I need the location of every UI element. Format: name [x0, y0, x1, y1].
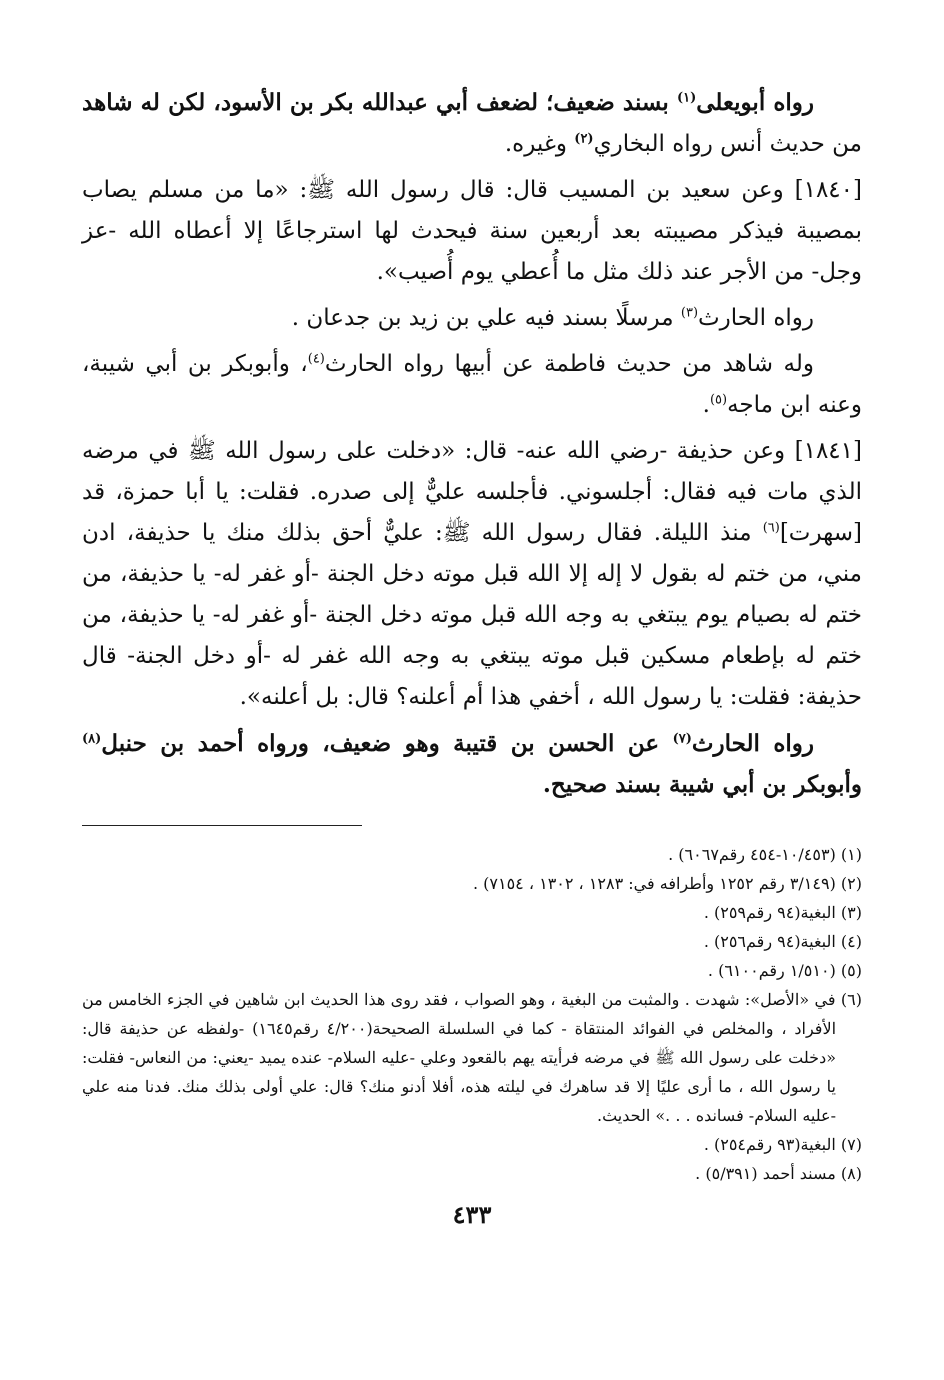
footnote-ref: (٤): [307, 351, 325, 367]
paragraph-text: رواه الحارث: [691, 730, 814, 757]
paragraph-text: بسند ضعيف؛ لضعف أبي عبدالله بكر بن الأسود، لكن له شاهد: [82, 89, 677, 116]
paragraph-text: وأبوبكر بن أبي شيبة بسند صحيح.: [542, 771, 862, 798]
paragraph-text: وله شاهد من حديث فاطمة عن أبيها رواه الحارث: [324, 351, 814, 377]
footnote-ref: (٨): [82, 731, 102, 747]
paragraph-p1: [82, 82, 862, 165]
paragraph-text: عن الحسن بن قتيبة وهو ضعيف، ورواه أحمد بن حنبل: [101, 730, 673, 757]
paragraph-text: رواه الحارث: [698, 305, 814, 331]
footnote-ref: (٥): [709, 392, 728, 408]
body-text: [82, 82, 862, 805]
document-page: [82, 82, 862, 1342]
page-number: ٤٣٣: [452, 1200, 492, 1229]
paragraph-text: .: [702, 392, 710, 418]
footnote-item: (٢) (٣/١٤٩ رقم ١٢٥٢ وأطرافه في: ١٢٨٣ ، ١٣٠٢ ، ٧١٥٤) .: [472, 874, 862, 893]
paragraph-text: [١٨٤١] وعن حذيفة -رضي الله عنه- قال: «دخلت على رسول الله ﷺ في مرضه الذي مات فيه فقال: أجلسوني. فأجلسه عليٌّ إلى صدره. فقلت: يا أبا حمزة، قد [سهرت]: [82, 438, 862, 546]
footnote-ref: (١): [676, 90, 697, 106]
footnote-ref: (٧): [672, 731, 692, 747]
footnote-item: (٣) البغية(٩٤ رقم٢٥٩) .: [703, 903, 862, 922]
paragraph-text: وغيره.: [504, 131, 575, 157]
footnote-item: (٨) مسند أحمد (٥/٣٩١) .: [695, 1164, 862, 1183]
footnote-item: (٧) البغية(٩٣ رقم٢٥٤) .: [703, 1135, 862, 1154]
paragraph-p6: [82, 723, 862, 805]
footnote-item: (٥) (١/٥١٠ رقم٦١٠٠) .: [707, 961, 862, 980]
paragraph-text: ، وأبوبكر بن أبي شيبة، وعنه ابن ماجه: [82, 351, 862, 418]
footnote-item: (٤) البغية(٩٤ رقم٢٥٦) .: [703, 932, 862, 951]
footnote-item: (١) (١٠/٤٥٣-٤٥٤ رقم٦٠٦٧) .: [668, 845, 862, 864]
footnote-ref: (٢): [574, 131, 594, 147]
paragraph-text: رواه أبويعلى: [696, 89, 814, 116]
footnote-ref: (٦): [762, 520, 780, 536]
footnote-item: (٦) في «الأصل»: شهدت . والمثبت من البغية ، وهو الصواب ، فقد روى هذا الحديث ابن شاهين في الجزء الخامس من الأفراد ، والمخلص في الفوائد المنتقاة - كما في السلسلة الصحيحة(٤/٢٠٠ رقم١٦٤٥) -ولفظه عن حذيفة قال: «دخلت على رسول الله ﷺ في مرضه فرأيته يهم بالقعود وعلي -عليه السلام- عنده يميد -يعني: من النعاس- فقلت: يا رسول الله ، ما أرى عليًا إلا قد ساهرك في ليلته هذه، أفلا أدنو منك؟ قال: علي أولى بذلك منك. فدنا منه علي -عليه السلام- فسانده . . .» الحديث.: [82, 990, 862, 1125]
paragraph-p3: [82, 298, 862, 339]
paragraph-text: [١٨٤٠] وعن سعيد بن المسيب قال: قال رسول الله ﷺ: «ما من مسلم يصاب بمصيبة فيذكر مصيبته بعد أربعين سنة فيحدث لها استرجاعًا إلا أعطاه الله -عز وجل- من الأجر عند ذلك مثل ما أُعطي يوم أُصيب».: [82, 177, 862, 285]
paragraph-text: مرسلًا بسند فيه علي بن زيد بن جدعان .: [291, 305, 681, 331]
paragraph-p4: [82, 344, 862, 426]
footnotes: [82, 840, 862, 1188]
footnote-separator: [82, 825, 362, 826]
paragraph-text: منذ الليلة. فقال رسول الله ﷺ: عليٌّ أحق بذلك منك يا حذيفة، ادن مني، من ختم له بقول لا إله إلا الله قبل موته دخل الجنة -أو غفر له- يا حذيفة، من ختم له بصيام يوم يبتغي به وجه الله قبل موته دخل الجنة -أو غفر له- يا حذيفة، من ختم له بإطعام مسكين قبل موته يبتغي به وجه الله غفر له -أو دخل الجنة- قال حذيفة: فقلت: يا رسول الله ، أخفي هذا أم أعلنه؟ قال: بل أعلنه».: [82, 520, 862, 710]
footnote-ref: (٣): [680, 305, 699, 321]
paragraph-text: من حديث أنس رواه البخاري: [593, 131, 862, 157]
paragraph-p5: [82, 431, 862, 718]
paragraph-p2: [82, 170, 862, 293]
